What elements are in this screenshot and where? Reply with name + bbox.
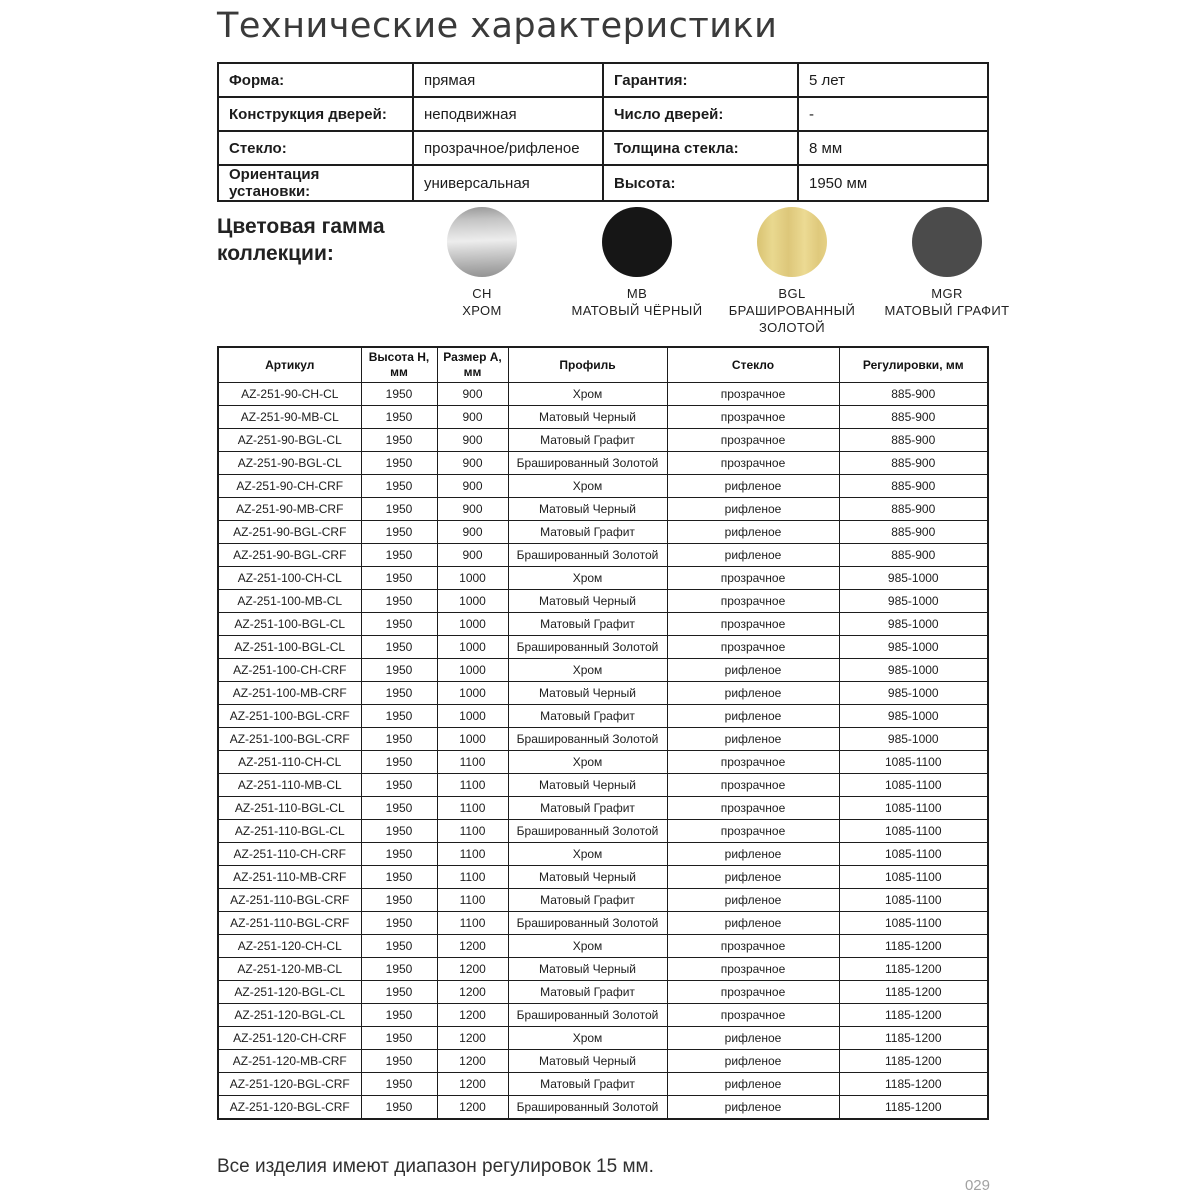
cell: 1085-1100 [839,751,988,774]
cell: 1950 [361,1073,437,1096]
cell: рифленое [667,521,839,544]
cell: 1000 [437,682,508,705]
cell: 885-900 [839,498,988,521]
footer-note: Все изделия имеют диапазон регулировок 15 мм. [217,1156,654,1177]
col-header-profile: Профиль [508,347,667,383]
cell: 1950 [361,383,437,406]
table-row [218,636,988,659]
specs-row [218,131,988,165]
cell: прозрачное [667,636,839,659]
cell: 1185-1200 [839,1027,988,1050]
table-row [218,958,988,981]
cell: 1185-1200 [839,981,988,1004]
cell: Брашированный Золотой [508,820,667,843]
cell: 1950 [361,567,437,590]
spec-value: 1950 мм [798,165,988,201]
cell: прозрачное [667,751,839,774]
spec-value: 5 лет [798,63,988,97]
cell: 1100 [437,866,508,889]
cell: 1950 [361,958,437,981]
cell: 1100 [437,820,508,843]
cell: 1950 [361,889,437,912]
spec-value: 8 мм [798,131,988,165]
table-row [218,682,988,705]
cell: Брашированный Золотой [508,728,667,751]
cell: 1000 [437,659,508,682]
table-row [218,1073,988,1096]
spec-value: прямая [413,63,603,97]
products-table [217,346,989,1120]
table-row [218,383,988,406]
cell: 1950 [361,981,437,1004]
cell: 985-1000 [839,590,988,613]
cell: AZ-251-90-BGL-CL [218,429,361,452]
cell: 1950 [361,1004,437,1027]
matte-graphite-swatch-icon [912,207,982,277]
cell: рифленое [667,705,839,728]
cell: 985-1000 [839,659,988,682]
table-row [218,475,988,498]
table-row [218,843,988,866]
cell: 1000 [437,590,508,613]
cell: прозрачное [667,383,839,406]
cell: AZ-251-100-MB-CRF [218,682,361,705]
cell: 1085-1100 [839,843,988,866]
cell: 1200 [437,1050,508,1073]
spec-label: Ориентация установки: [218,165,413,201]
cell: прозрачное [667,567,839,590]
spec-value: - [798,97,988,131]
swatch-code: MGR [931,286,963,301]
cell: AZ-251-100-BGL-CL [218,636,361,659]
cell: AZ-251-110-CH-CRF [218,843,361,866]
cell: AZ-251-120-MB-CRF [218,1050,361,1073]
cell: 1000 [437,613,508,636]
cell: Матовый Черный [508,498,667,521]
cell: 1185-1200 [839,1073,988,1096]
cell: 900 [437,383,508,406]
cell: Брашированный Золотой [508,1096,667,1120]
cell: 1085-1100 [839,797,988,820]
cell: 985-1000 [839,613,988,636]
table-row [218,820,988,843]
cell: 1000 [437,567,508,590]
table-row [218,521,988,544]
cell: Хром [508,1027,667,1050]
cell: рифленое [667,1073,839,1096]
color-swatch-matte-graphite [869,207,1025,319]
table-row [218,981,988,1004]
cell: 1950 [361,659,437,682]
cell: 1000 [437,728,508,751]
specs-row [218,63,988,97]
cell: 985-1000 [839,728,988,751]
cell: рифленое [667,498,839,521]
cell: 1950 [361,774,437,797]
table-row [218,797,988,820]
cell: 885-900 [839,521,988,544]
cell: Матовый Черный [508,1050,667,1073]
table-row [218,728,988,751]
cell: Брашированный Золотой [508,636,667,659]
cell: 985-1000 [839,705,988,728]
cell: 1950 [361,751,437,774]
cell: 1950 [361,498,437,521]
cell: AZ-251-120-CH-CRF [218,1027,361,1050]
table-row [218,498,988,521]
cell: 1950 [361,521,437,544]
spec-label: Гарантия: [603,63,798,97]
spec-value: неподвижная [413,97,603,131]
cell: AZ-251-120-CH-CL [218,935,361,958]
cell: Матовый Черный [508,958,667,981]
cell: AZ-251-120-BGL-CL [218,1004,361,1027]
swatch-name: МАТОВЫЙ ГРАФИТ [884,303,1010,318]
cell: прозрачное [667,429,839,452]
table-row [218,1050,988,1073]
cell: 1100 [437,912,508,935]
cell: прозрачное [667,958,839,981]
specs-table [217,62,989,202]
spec-label: Конструкция дверей: [218,97,413,131]
cell: 1950 [361,797,437,820]
cell: прозрачное [667,613,839,636]
cell: AZ-251-90-MB-CRF [218,498,361,521]
cell: 885-900 [839,475,988,498]
cell: AZ-251-100-BGL-CRF [218,705,361,728]
cell: Хром [508,475,667,498]
cell: 900 [437,521,508,544]
swatch-name: БРАШИРОВАННЫЙ ЗОЛОТОЙ [728,303,856,335]
table-row [218,866,988,889]
cell: 985-1000 [839,682,988,705]
spec-label: Высота: [603,165,798,201]
matte-black-swatch-icon [602,207,672,277]
specs-row [218,165,988,201]
cell: рифленое [667,544,839,567]
cell: Матовый Черный [508,774,667,797]
cell: 1950 [361,475,437,498]
cell: рифленое [667,866,839,889]
table-row [218,912,988,935]
cell: рифленое [667,1050,839,1073]
cell: Матовый Графит [508,797,667,820]
cell: AZ-251-100-BGL-CRF [218,728,361,751]
cell: AZ-251-120-BGL-CRF [218,1073,361,1096]
cell: AZ-251-90-BGL-CRF [218,544,361,567]
cell: AZ-251-110-MB-CL [218,774,361,797]
cell: 1085-1100 [839,866,988,889]
cell: 1950 [361,1027,437,1050]
cell: 985-1000 [839,567,988,590]
cell: Хром [508,751,667,774]
cell: 1950 [361,636,437,659]
cell: 1100 [437,774,508,797]
table-row [218,659,988,682]
cell: прозрачное [667,406,839,429]
cell: 1100 [437,797,508,820]
table-row [218,1027,988,1050]
cell: 885-900 [839,406,988,429]
table-row [218,452,988,475]
cell: Матовый Графит [508,1073,667,1096]
cell: AZ-251-100-CH-CRF [218,659,361,682]
cell: AZ-251-90-BGL-CRF [218,521,361,544]
col-header-size: Размер A, мм [437,347,508,383]
cell: 1085-1100 [839,889,988,912]
colors-heading: Цветовая гамма коллекции: [217,215,385,265]
table-row [218,544,988,567]
cell: рифленое [667,659,839,682]
cell: рифленое [667,1096,839,1120]
cell: 1200 [437,1073,508,1096]
table-row [218,567,988,590]
cell: AZ-251-110-BGL-CL [218,797,361,820]
table-row [218,429,988,452]
cell: 885-900 [839,429,988,452]
cell: 900 [437,498,508,521]
cell: 1100 [437,843,508,866]
chrome-swatch-icon [447,207,517,277]
cell: Брашированный Золотой [508,452,667,475]
cell: AZ-251-90-BGL-CL [218,452,361,475]
cell: 1085-1100 [839,820,988,843]
table-row [218,613,988,636]
cell: рифленое [667,728,839,751]
cell: 1950 [361,1050,437,1073]
spec-value: универсальная [413,165,603,201]
cell: рифленое [667,475,839,498]
cell: 1950 [361,613,437,636]
col-header-glass: Стекло [667,347,839,383]
spec-label: Толщина стекла: [603,131,798,165]
cell: 900 [437,452,508,475]
cell: 1950 [361,429,437,452]
swatch-name: МАТОВЫЙ ЧЁРНЫЙ [571,303,703,318]
color-swatch-matte-black [559,207,715,319]
cell: рифленое [667,843,839,866]
cell: 1100 [437,889,508,912]
page-number: 029 [964,1177,990,1194]
cell: 1950 [361,935,437,958]
cell: 1200 [437,958,508,981]
cell: AZ-251-110-BGL-CRF [218,889,361,912]
cell: 1950 [361,406,437,429]
table-row [218,406,988,429]
cell: Хром [508,659,667,682]
spec-value: прозрачное/рифленое [413,131,603,165]
cell: прозрачное [667,1004,839,1027]
cell: 885-900 [839,383,988,406]
cell: 1950 [361,912,437,935]
cell: Матовый Графит [508,429,667,452]
color-swatch-chrome [404,207,560,319]
cell: Матовый Черный [508,682,667,705]
cell: AZ-251-120-BGL-CL [218,981,361,1004]
table-row [218,590,988,613]
products-table-body [218,383,988,1120]
cell: 1185-1200 [839,1096,988,1120]
cell: Хром [508,935,667,958]
cell: Матовый Черный [508,590,667,613]
table-row [218,774,988,797]
cell: прозрачное [667,590,839,613]
cell: Матовый Графит [508,521,667,544]
spec-label: Число дверей: [603,97,798,131]
cell: AZ-251-110-BGL-CRF [218,912,361,935]
swatch-code: BGL [778,286,806,301]
page-title: Технические характеристики [217,6,778,46]
spec-label: Форма: [218,63,413,97]
cell: 1950 [361,866,437,889]
cell: Матовый Черный [508,866,667,889]
cell: рифленое [667,682,839,705]
cell: AZ-251-110-MB-CRF [218,866,361,889]
cell: 1185-1200 [839,1050,988,1073]
table-row [218,1096,988,1120]
table-row [218,935,988,958]
spec-label: Стекло: [218,131,413,165]
cell: рифленое [667,889,839,912]
cell: прозрачное [667,820,839,843]
cell: Брашированный Золотой [508,912,667,935]
col-header-adjustments: Регулировки, мм [839,347,988,383]
col-header-height: Высота H, мм [361,347,437,383]
cell: AZ-251-100-CH-CL [218,567,361,590]
swatch-code: CH [472,286,492,301]
swatch-name: ХРОМ [462,303,502,318]
cell: 1200 [437,935,508,958]
cell: 1185-1200 [839,935,988,958]
col-header-article: Артикул [218,347,361,383]
cell: 885-900 [839,452,988,475]
cell: 1085-1100 [839,774,988,797]
cell: AZ-251-90-CH-CRF [218,475,361,498]
cell: AZ-251-90-CH-CL [218,383,361,406]
cell: 885-900 [839,544,988,567]
cell: прозрачное [667,935,839,958]
cell: AZ-251-90-MB-CL [218,406,361,429]
table-row [218,705,988,728]
cell: 1000 [437,636,508,659]
cell: Матовый Графит [508,889,667,912]
table-row [218,1004,988,1027]
cell: Брашированный Золотой [508,544,667,567]
cell: рифленое [667,912,839,935]
cell: Матовый Графит [508,613,667,636]
cell: 1200 [437,1027,508,1050]
cell: 1950 [361,544,437,567]
cell: Матовый Графит [508,981,667,1004]
swatch-code: MB [626,286,648,301]
specs-row [218,97,988,131]
cell: 1200 [437,981,508,1004]
cell: 1950 [361,843,437,866]
cell: 1200 [437,1096,508,1120]
cell: 1100 [437,751,508,774]
brushed-gold-swatch-icon [757,207,827,277]
cell: прозрачное [667,981,839,1004]
cell: 1950 [361,705,437,728]
cell: AZ-251-100-MB-CL [218,590,361,613]
cell: Брашированный Золотой [508,1004,667,1027]
cell: Матовый Графит [508,705,667,728]
cell: 900 [437,544,508,567]
cell: 1950 [361,1096,437,1120]
cell: Матовый Черный [508,406,667,429]
cell: 900 [437,475,508,498]
cell: Хром [508,843,667,866]
cell: 1950 [361,590,437,613]
cell: рифленое [667,1027,839,1050]
table-row [218,889,988,912]
cell: AZ-251-120-MB-CL [218,958,361,981]
cell: AZ-251-110-BGL-CL [218,820,361,843]
products-header-row [218,347,988,383]
cell: AZ-251-120-BGL-CRF [218,1096,361,1120]
color-swatch-brushed-gold [714,207,870,336]
cell: 1185-1200 [839,958,988,981]
cell: 1185-1200 [839,1004,988,1027]
cell: прозрачное [667,797,839,820]
cell: 900 [437,429,508,452]
cell: 1085-1100 [839,912,988,935]
cell: прозрачное [667,452,839,475]
cell: 1950 [361,452,437,475]
cell: AZ-251-110-CH-CL [218,751,361,774]
cell: 1950 [361,682,437,705]
cell: 1000 [437,705,508,728]
cell: 1950 [361,728,437,751]
cell: 900 [437,406,508,429]
cell: 1950 [361,820,437,843]
cell: Хром [508,383,667,406]
cell: 1200 [437,1004,508,1027]
table-row [218,751,988,774]
cell: AZ-251-100-BGL-CL [218,613,361,636]
cell: прозрачное [667,774,839,797]
cell: 985-1000 [839,636,988,659]
cell: Хром [508,567,667,590]
